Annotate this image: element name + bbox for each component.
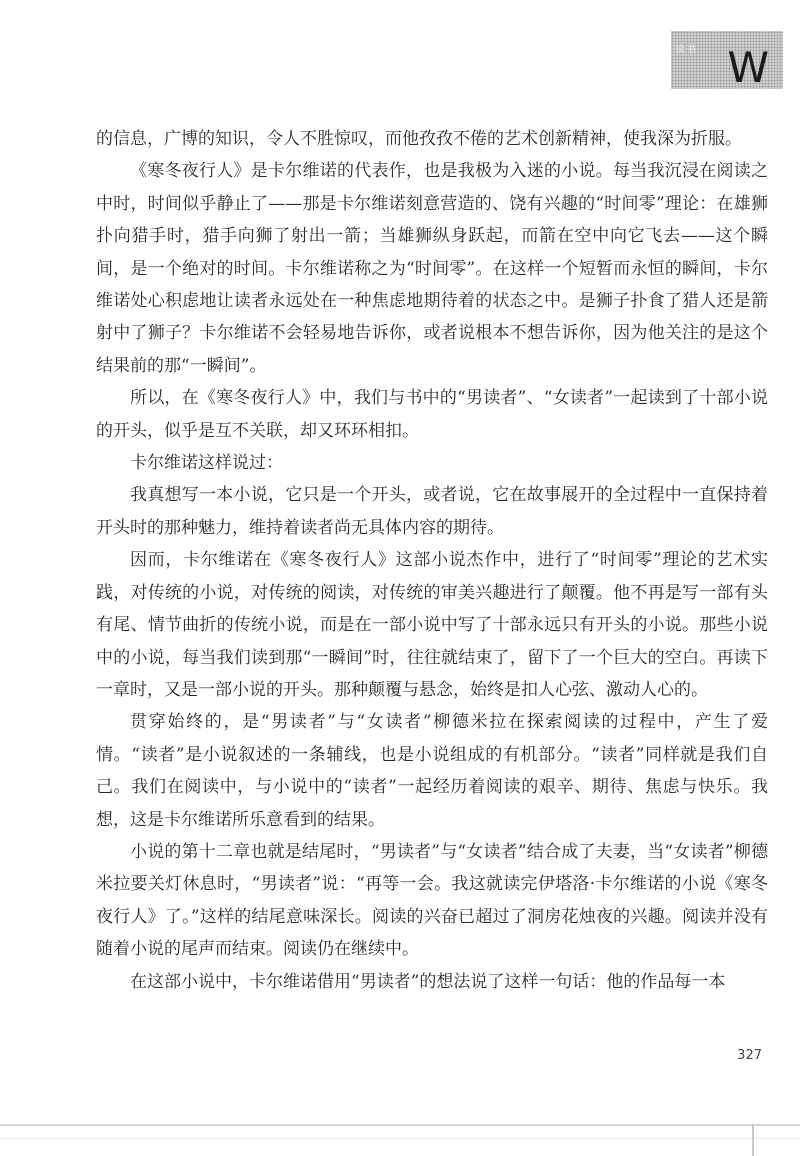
paragraph: 卡尔维诺这样说过： — [130, 453, 283, 474]
section-tab-caption: 读书 — [675, 45, 697, 56]
block-quote: 我真想写一本小说，它只是一个开头，或者说，它在故事展开的全过程中一直保持着开头时的那种魅力，维持着读者尚无具体内容的期待。 — [96, 485, 768, 538]
page-bottom-edge — [0, 1124, 800, 1126]
paragraph: 在这部小说中，卡尔维诺借用“男读者”的想法说了这样一句话：他的作品每一本 — [130, 971, 726, 992]
section-letter: W — [727, 43, 769, 89]
paragraph: 《寒冬夜行人》是卡尔维诺的代表作，也是我极为入迷的小说。每当我沉浸在阅读之中时，时间似乎静止了——那是卡尔维诺刻意营造的、饶有兴趣的“时间零”理论：在雄狮扑向猎手时，猎手向狮了射出一箭；当雄狮纵身跃起，而箭在空中向它飞去——这个瞬间，是一个绝对的时间。卡尔维诺称之为“时间零”。在这样一个短暂而永恒的瞬间，卡尔维诺处心积虑地让读者永远处在一种焦虑地期待着的状态之中。是狮子扑食了猎人还是箭射中了狮子？卡尔维诺不会轻易地告诉你，或者说根本不想告诉你，因为他关注的是这个结果前的那“一瞬间”。 — [96, 161, 768, 376]
section-tab — [671, 31, 783, 89]
page-number: 327 — [737, 1048, 762, 1063]
binding-mark — [752, 1124, 754, 1156]
paragraph-continuation: 的信息，广博的知识，令人不胜惊叹，而他孜孜不倦的艺术创新精神，使我深为折服。 — [96, 129, 742, 149]
paragraph: 贯穿始终的，是“男读者”与“女读者”柳德米拉在探索阅读的过程中，产生了爱情。“读者”是小说叙述的一条辅线，也是小说组成的有机部分。“读者”同样就是我们自己。我们在阅读中，与小说中的“读者”一起经历着阅读的艰辛、期待、焦虑与快乐。我想，这是卡尔维诺所乐意看到的结果。 — [96, 712, 768, 830]
body-text — [96, 123, 768, 998]
paragraph: 所以，在《寒冬夜行人》中，我们与书中的“男读者”、“女读者”一起读到了十部小说的开头，似乎是互不关联，却又环环相扣。 — [96, 388, 768, 441]
paragraph: 因而，卡尔维诺在《寒冬夜行人》这部小说杰作中，进行了“时间零”理论的艺术实践，对传统的小说，对传统的阅读，对传统的审美兴趣进行了颠覆。他不再是写一部有头有尾、情节曲折的传统小说，而是在一部小说中写了十部永远只有开头的小说。那些小说中的小说，每当我们读到那“一瞬间”时，往往就结束了，留下了一个巨大的空白。再读下一章时，又是一部小说的开头。那种颠覆与悬念，始终是扣人心弦、激动人心的。 — [96, 550, 768, 700]
paragraph: 小说的第十二章也就是结尾时，“男读者”与“女读者”结合成了夫妻，当“女读者”柳德米拉要关灯休息时，“男读者”说：“再等一会。我这就读完伊塔洛·卡尔维诺的小说《寒冬夜行人》了。”这样的结尾意味深长。阅读的兴奋已超过了洞房花烛夜的兴趣。阅读并没有随着小说的尾声而结束。阅读仍在继续中。 — [96, 841, 768, 960]
page-bottom-edge-shadow — [0, 1138, 800, 1139]
